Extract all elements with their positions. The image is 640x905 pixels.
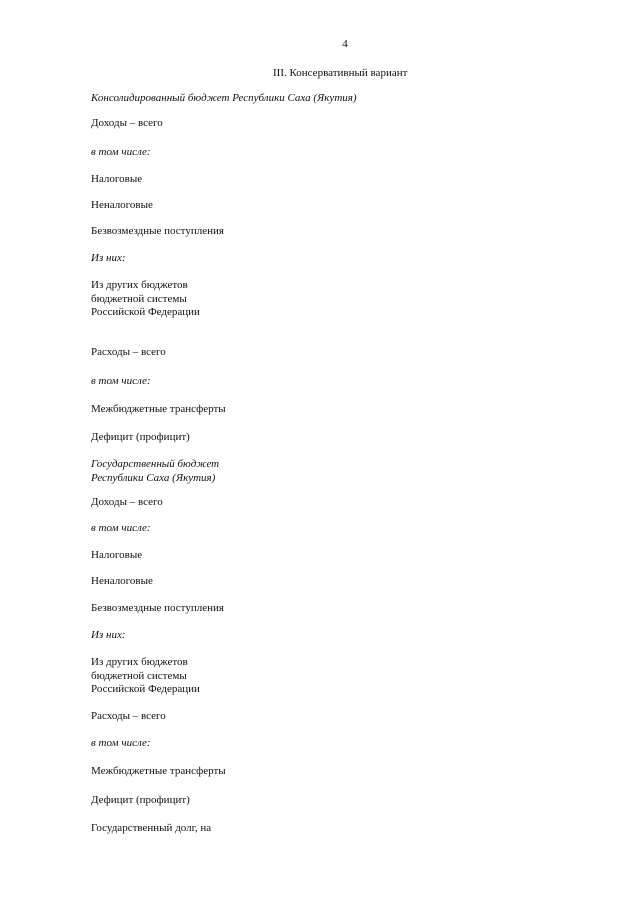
state-non-tax-income: Неналоговые <box>91 575 153 587</box>
consolidated-budget-header: Консолидированный бюджет Республики Саха (Якутия) <box>91 92 357 104</box>
consolidated-income-total: Доходы – всего <box>91 117 163 129</box>
state-interbudget-transfers: Межбюджетные трансферты <box>91 765 226 777</box>
consolidated-non-tax-income: Неналоговые <box>91 199 153 211</box>
consolidated-gratuitous-receipts: Безвозмездные поступления <box>91 225 224 237</box>
consolidated-from-other-budgets: Из других бюджетов бюджетной системы Российской Федерации <box>91 279 200 318</box>
state-of-them-label: Из них: <box>91 629 126 641</box>
page-number: 4 <box>342 38 348 50</box>
variant-title: III. Консервативный вариант <box>273 67 408 79</box>
state-from-other-budgets: Из других бюджетов бюджетной системы Российской Федерации <box>91 656 200 695</box>
consolidated-including-label: в том числе: <box>91 146 151 158</box>
state-debt: Государственный долг, на <box>91 822 212 834</box>
consolidated-expenses-including-label: в том числе: <box>91 375 151 387</box>
state-tax-income: Налоговые <box>91 549 143 561</box>
consolidated-expenses-total: Расходы – всего <box>91 346 166 358</box>
state-deficit: Дефицит (профицит) <box>91 794 190 806</box>
state-expenses-including-label: в том числе: <box>91 737 151 749</box>
consolidated-tax-income: Налоговые <box>91 173 143 185</box>
consolidated-of-them-label: Из них: <box>91 252 126 264</box>
state-expenses-total: Расходы – всего <box>91 710 166 722</box>
state-budget-header: Государственный бюджет Республики Саха (Якутия) <box>91 458 220 484</box>
consolidated-deficit: Дефицит (профицит) <box>91 431 190 443</box>
consolidated-interbudget-transfers: Межбюджетные трансферты <box>91 403 226 415</box>
state-income-total: Доходы – всего <box>91 496 163 508</box>
state-gratuitous-receipts: Безвозмездные поступления <box>91 602 224 614</box>
state-including-label: в том числе: <box>91 522 151 534</box>
